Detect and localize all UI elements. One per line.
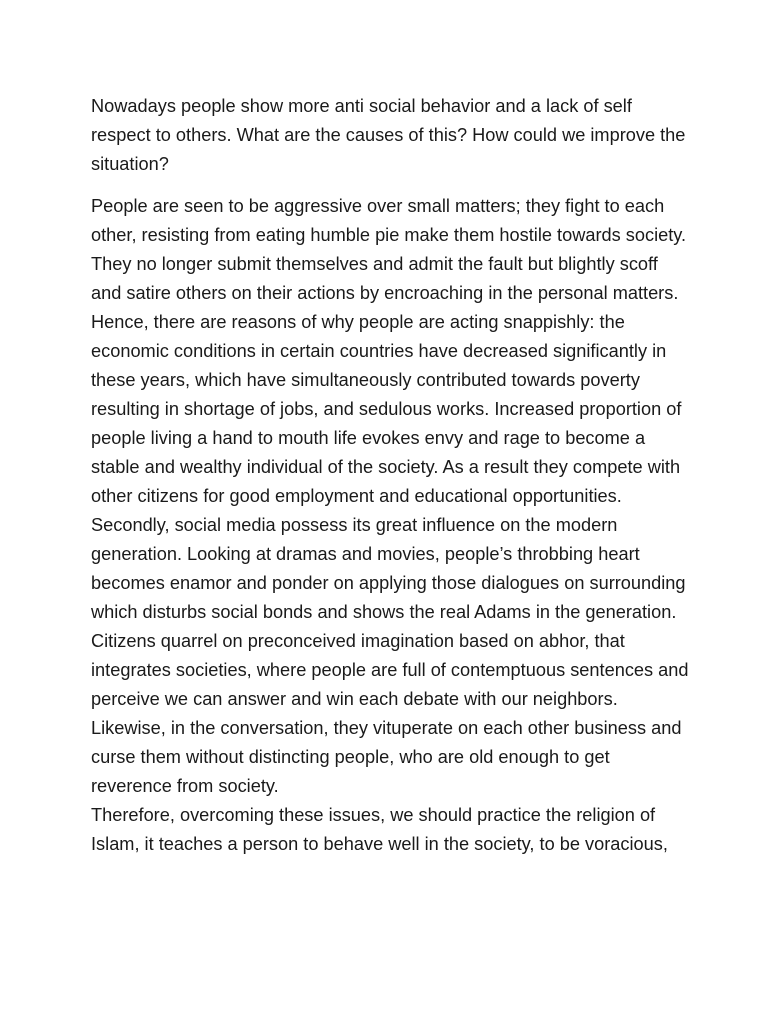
- document-body: [91, 92, 691, 859]
- body-paragraph-1: People are seen to be aggressive over small matters; they fight to each other, resisting from eating humble pie make them hostile towards society. They no longer submit themselves and admit the fault but blightly scoff and satire others on their actions by encroaching in the personal matters.: [91, 196, 687, 303]
- essay-question: Nowadays people show more anti social behavior and a lack of self respect to others. What are the causes of this? How could we improve the situation?: [91, 96, 686, 174]
- body-paragraph-3: Secondly, social media possess its great influence on the modern generation. Looking at dramas and movies, people’s throbbing heart becomes enamor and ponder on applying those dialogues on surrounding which disturbs social bonds and shows the real Adams in the generation. Citizens quarrel on preconceived imagination based on abhor, that integrates societies, where people are full of contemptuous sentences and perceive we can answer and win each debate with our neighbors. Likewise, in the conversation, they vituperate on each other business and curse them without distincting people, who are old enough to get reverence from society.: [91, 515, 689, 796]
- body-paragraph-4: Therefore, overcoming these issues, we should practice the religion of Islam, it teaches a person to behave well in the society, to be voracious,: [91, 805, 668, 854]
- body-paragraph-2: Hence, there are reasons of why people are acting snappishly: the economic conditions in certain countries have decreased significantly in these years, which have simultaneously contributed towards poverty resulting in shortage of jobs, and sedulous works. Increased proportion of people living a hand to mouth life evokes envy and rage to become a stable and wealthy individual of the society. As a result they compete with other citizens for good employment and educational opportunities.: [91, 312, 682, 506]
